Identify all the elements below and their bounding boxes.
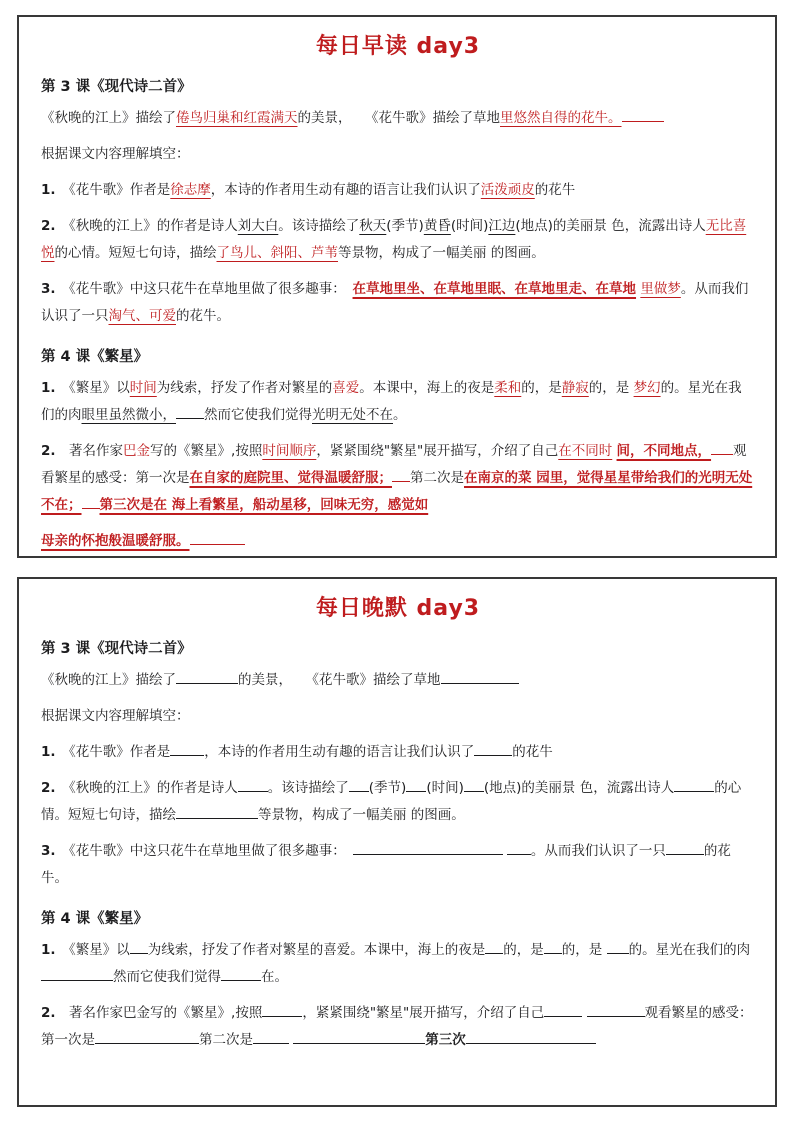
text-run: 喜爱 — [332, 380, 360, 396]
text-run: (地点)的美丽景 色，流露出诗人 — [515, 218, 706, 234]
text-run: 在南京的菜 园里，觉得星星带给我们的光明无处不在； — [41, 470, 753, 513]
text-run: 3. — [41, 843, 70, 859]
text-run: 《秋晚的江上》描绘了 — [41, 672, 176, 688]
paragraph — [41, 838, 755, 892]
text-run: 里悠然自得的花牛。 — [500, 110, 622, 126]
text-run: 的。星光在我们的肉 — [628, 942, 751, 958]
text-run: 1. — [41, 942, 70, 958]
text-run: 《花牛歌》作者是 — [69, 182, 171, 198]
text-run: 然而它使我们觉得 — [204, 407, 312, 423]
text-run: (时间) — [450, 218, 489, 234]
blank-line — [544, 1004, 582, 1017]
paragraph — [41, 528, 755, 555]
text-run: 第 3 课《现代诗二首》 — [41, 641, 192, 657]
text-run: 2. — [41, 1005, 70, 1021]
paragraph — [41, 105, 755, 132]
text-run: 间，不同地点， — [616, 443, 712, 459]
blank-line — [466, 1031, 596, 1044]
blank-line — [41, 968, 113, 981]
text-run: 然而它使我们觉得 — [113, 969, 221, 985]
text-run: 第二次是 — [410, 470, 464, 486]
text-run: 。从而我们认识了一只 — [530, 843, 666, 859]
text-run: 《秋晚的江上》描绘了 — [41, 110, 176, 126]
text-run: 秋天 — [359, 218, 387, 234]
text-run: 《花牛歌》中这只花牛在草地里做了很多趣事： — [69, 843, 353, 859]
blank-line — [392, 469, 410, 482]
text-run: (季节) — [368, 780, 407, 796]
text-run: 在。 — [261, 969, 288, 985]
text-run: 。本课中，海上的夜是 — [359, 380, 495, 396]
text-run: 著名作家 — [69, 443, 124, 459]
text-run: 刘大白 — [237, 218, 279, 234]
text-run: 2. — [41, 780, 70, 796]
text-run: 。该诗描绘了 — [278, 218, 360, 234]
blank-line — [464, 779, 484, 792]
blank-line — [474, 743, 512, 756]
text-run: 2. — [41, 218, 70, 234]
text-run: 《秋晚的江上》的作者是诗人 — [69, 780, 238, 796]
text-run: 第三次 — [425, 1032, 466, 1048]
paragraph — [41, 1000, 755, 1054]
text-run: 的花牛。 — [41, 843, 731, 886]
lesson-heading — [41, 75, 755, 96]
text-run: 等景物，构成了一幅美丽 的图画。 — [338, 245, 545, 261]
text-run: 为线索，抒发了作者对繁星的 — [156, 380, 333, 396]
morning-blocks — [41, 75, 755, 555]
blank-line — [622, 109, 664, 122]
blank-line — [190, 532, 245, 545]
text-run: 根据课文内容理解填空： — [41, 708, 190, 724]
blank-line — [176, 406, 204, 419]
text-run: 第 4 课《繁星》 — [41, 911, 149, 927]
blank-line — [253, 1031, 289, 1044]
text-run: 梦幻 — [633, 380, 661, 396]
text-run: 倦鸟归巢和红霞满天 — [176, 110, 298, 126]
text-run: (季节) — [386, 218, 424, 234]
text-run: 为线索，抒发了作者对繁星的喜爱。本课中，海上的夜是 — [147, 942, 486, 958]
blank-line — [176, 671, 238, 684]
text-run: 的花牛 — [512, 744, 553, 760]
paragraph — [41, 177, 755, 204]
text-run: 淘气、可爱 — [108, 308, 176, 324]
blank-line — [507, 842, 531, 855]
text-run: 巴金 — [123, 443, 151, 459]
text-run: 黄昏 — [423, 218, 451, 234]
blank-line — [176, 806, 258, 819]
text-run: 《花牛歌》中这只花牛在草地里做了很多趣事： — [69, 281, 353, 297]
blank-line — [221, 968, 261, 981]
blank-line — [353, 842, 503, 855]
text-run: ，本诗的作者用生动有趣的语言让我们认识了 — [210, 182, 481, 198]
blank-line — [293, 1031, 425, 1044]
text-run: 。从而我们认识了一只 — [41, 281, 749, 324]
text-run: 《花牛歌》作者是 — [69, 744, 171, 760]
text-run: 徐志摩 — [170, 182, 211, 198]
lesson-heading — [41, 345, 755, 366]
lesson-heading — [41, 907, 755, 928]
text-run: 的心情。短短七句诗，描绘 — [41, 780, 742, 823]
text-run: 的美景， 《花牛歌》描绘了草地 — [297, 110, 500, 126]
text-run: 的，是 — [588, 380, 634, 396]
blank-line — [587, 1004, 645, 1017]
paragraph — [41, 438, 755, 519]
text-run: 。该诗描绘了 — [267, 780, 349, 796]
paragraph — [41, 141, 755, 168]
paragraph — [41, 703, 755, 730]
blank-line — [607, 941, 629, 954]
paragraph — [41, 775, 755, 829]
paragraph — [41, 667, 755, 694]
lesson-heading — [41, 637, 755, 658]
text-run: 静寂 — [561, 380, 589, 396]
blank-line — [674, 779, 714, 792]
text-run: (地点)的美丽景 色，流露出诗人 — [483, 780, 675, 796]
paragraph — [41, 213, 755, 267]
text-run: ，紧紧围绕"繁星"展开描写，介绍了自己 — [302, 1005, 545, 1021]
text-run: 第三次是在 海上看繁星，船动星移，回味无穷，感觉如 — [99, 497, 429, 513]
text-run: 了鸟儿、斜阳、芦苇 — [216, 245, 338, 261]
text-run: 的美景， 《花牛歌》描绘了草地 — [238, 672, 441, 688]
text-run: 柔和 — [494, 380, 522, 396]
text-run: ，本诗的作者用生动有趣的语言让我们认识了 — [204, 744, 475, 760]
blank-line — [485, 941, 503, 954]
evening-title: 每日晚默 day3 — [315, 596, 481, 621]
text-run: 第 4 课《繁星》 — [41, 349, 149, 365]
text-run: 时间顺序 — [262, 443, 317, 459]
section-morning-reading — [17, 15, 777, 558]
paragraph — [41, 276, 755, 330]
text-run: 的，是 — [561, 942, 607, 958]
text-run: 《繁星》以 — [69, 380, 130, 396]
text-run: 根据课文内容理解填空： — [41, 146, 190, 162]
text-run: 的。星光在我们的肉 — [41, 380, 742, 423]
text-run: 江边 — [488, 218, 516, 234]
text-run: 1. — [41, 182, 70, 198]
blank-line — [238, 779, 268, 792]
blank-line — [130, 941, 148, 954]
blank-line — [441, 671, 519, 684]
text-run: 里做梦 — [640, 281, 681, 297]
text-run: 。 — [393, 407, 407, 423]
paragraph — [41, 937, 755, 991]
blank-line — [262, 1004, 302, 1017]
text-run: 《繁星》以 — [69, 942, 130, 958]
text-run: 第 3 课《现代诗二首》 — [41, 79, 192, 95]
text-run: 光明无处不在 — [312, 407, 393, 423]
text-run: 的花牛 — [534, 182, 576, 198]
text-run: 在不同时 — [558, 443, 613, 459]
blank-line — [666, 842, 704, 855]
text-run: ，紧紧围绕"繁星"展开描写，介绍了自己 — [316, 443, 559, 459]
text-run: 的，是 — [521, 380, 562, 396]
text-run: 观看繁星的感受：第一次是 — [41, 443, 747, 486]
text-run: 2. — [41, 443, 70, 459]
paragraph — [41, 739, 755, 766]
text-run: 的，是 — [503, 942, 544, 958]
text-run: 的花牛。 — [176, 308, 230, 324]
blank-line — [170, 743, 204, 756]
text-run: 《秋晚的江上》的作者是诗人 — [69, 218, 238, 234]
section-evening-dictation — [17, 577, 777, 1107]
text-run: 的心情。短短七句诗，描绘 — [54, 245, 217, 261]
text-run: 活泼顽皮 — [480, 182, 535, 198]
blank-line — [349, 779, 369, 792]
text-run: 无比喜悦 — [41, 218, 747, 261]
text-run: 时间 — [129, 380, 157, 396]
text-run: 著名作家巴金写的《繁星》,按照 — [69, 1005, 263, 1021]
text-run: 1. — [41, 380, 70, 396]
text-run: 写的《繁星》,按照 — [150, 443, 263, 459]
text-run: 1. — [41, 744, 70, 760]
blank-line — [406, 779, 426, 792]
text-run: 等景物，构成了一幅美丽 的图画。 — [258, 807, 465, 823]
text-run: 在草地里坐、在草地里眠、在草地里走、在草地 — [352, 281, 637, 297]
text-run: 眼里虽然微小， — [81, 407, 176, 423]
morning-title: 每日早读 day3 — [315, 34, 481, 59]
text-run: 在自家的庭院里、觉得温暖舒服； — [189, 470, 392, 486]
blank-line — [711, 442, 733, 455]
evening-blocks — [41, 637, 755, 1054]
paragraph — [41, 375, 755, 429]
text-run: 母亲的怀抱般温暖舒服。 — [41, 533, 190, 549]
blank-line — [95, 1031, 199, 1044]
text-run: 第二次是 — [199, 1032, 253, 1048]
blank-line — [82, 496, 100, 509]
blank-line — [544, 941, 562, 954]
text-run: (时间) — [426, 780, 464, 796]
text-run: 3. — [41, 281, 70, 297]
text-run: 观看繁星的感受：第一次是 — [41, 1005, 753, 1048]
